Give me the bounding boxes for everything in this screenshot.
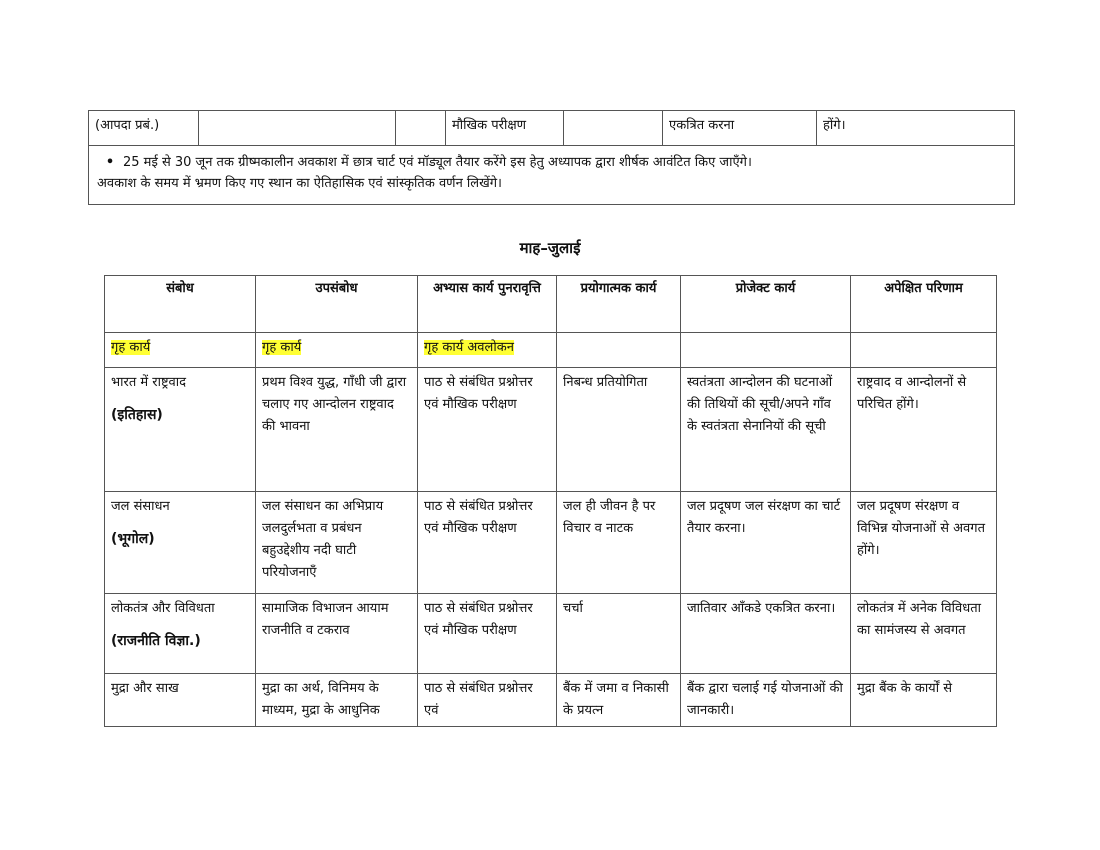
header-practical: प्रयोगात्मक कार्य [557, 276, 681, 333]
outcome-cell: लोकतंत्र में अनेक विविधता का सामंजस्य से अवगत [851, 594, 997, 674]
table-row [105, 368, 997, 492]
note-text-1: 25 मई से 30 जून तक ग्रीष्मकालीन अवकाश में छात्र चार्ट एवं मॉड्यूल तैयार करेंगे इस हेतु अध्यापक द्वारा शीर्षक आवंटित किए जाएँगे। [123, 155, 752, 170]
topic-cell [105, 674, 256, 727]
table-row [105, 674, 997, 727]
practice-cell: पाठ से संबंधित प्रश्नोत्तर एवं मौखिक परीक्षण [418, 368, 557, 492]
table-row [105, 594, 997, 674]
table-cell [199, 111, 396, 146]
outcome-cell: मुद्रा बैंक के कार्यों से [851, 674, 997, 727]
topic-text: भारत में राष्ट्रवाद [111, 375, 187, 390]
project-cell: जातिवार आँकडे एकत्रित करना। [681, 594, 851, 674]
subtopic-cell: जल संसाधन का अभिप्राय जलदुर्लभता व प्रबंधन बहुउद्देशीय नदी घाटी परियोजनाएँ [256, 492, 418, 594]
homework-cell [851, 333, 997, 368]
subject-label: (इतिहास) [111, 407, 163, 423]
table-cell [396, 111, 446, 146]
practical-cell: बैंक में जमा व निकासी के प्रयत्न [557, 674, 681, 727]
topic-cell [105, 492, 256, 594]
table-cell [564, 111, 663, 146]
vacation-note [89, 146, 1015, 205]
homework-cell [681, 333, 851, 368]
header-practice: अभ्यास कार्य पुनरावृत्ति [418, 276, 557, 333]
project-cell: बैंक द्वारा चलाई गई योजनाओं की जानकारी। [681, 674, 851, 727]
homework-cell [418, 333, 557, 368]
table-row [89, 111, 1015, 146]
highlighted-text: गृह कार्य अवलोकन [424, 340, 514, 355]
note-line-1 [97, 152, 1006, 173]
note-text-2: अवकाश के समय में भ्रमण किए गए स्थान का ऐतिहासिक एवं सांस्कृतिक वर्णन लिखेंगे। [97, 176, 502, 191]
header-subconcept: उपसंबोध [256, 276, 418, 333]
table-cell: (आपदा प्रबं.) [89, 111, 199, 146]
subtopic-cell: सामाजिक विभाजन आयाम राजनीति व टकराव [256, 594, 418, 674]
homework-cell [105, 333, 256, 368]
practical-cell: चर्चा [557, 594, 681, 674]
header-outcome: अपेक्षित परिणाम [851, 276, 997, 333]
practical-cell: निबन्ध प्रतियोगिता [557, 368, 681, 492]
outcome-cell: जल प्रदूषण संरक्षण व विभिन्न योजनाओं से अवगत होंगे। [851, 492, 997, 594]
july-plan-table [104, 275, 997, 727]
highlighted-text: गृह कार्य [111, 340, 151, 355]
project-cell: स्वतंत्रता आन्दोलन की घटनाओं की तिथियों की सूची/अपने गाँव के स्वतंत्रता सेनानियों की सूची [681, 368, 851, 492]
homework-cell [557, 333, 681, 368]
topic-text: लोकतंत्र और विविधता [111, 601, 215, 616]
vacation-note-row [89, 146, 1015, 205]
homework-cell [256, 333, 418, 368]
header-project: प्रोजेक्ट कार्य [681, 276, 851, 333]
table-cell: एकत्रित करना [663, 111, 817, 146]
topic-cell [105, 594, 256, 674]
practice-cell: पाठ से संबंधित प्रश्नोत्तर एवं मौखिक परीक्षण [418, 492, 557, 594]
header-concept: संबोध [105, 276, 256, 333]
table-row [105, 492, 997, 594]
project-cell: जल प्रदूषण जल संरक्षण का चार्ट तैयार करना। [681, 492, 851, 594]
subtopic-cell: मुद्रा का अर्थ, विनिमय के माध्यम, मुद्रा के आधुनिक [256, 674, 418, 727]
bullet-icon: • [105, 155, 115, 170]
highlighted-text: गृह कार्य [262, 340, 302, 355]
topic-text: मुद्रा और साख [111, 681, 179, 696]
topic-cell [105, 368, 256, 492]
homework-row [105, 333, 997, 368]
practical-cell: जल ही जीवन है पर विचार व नाटक [557, 492, 681, 594]
outcome-cell: राष्ट्रवाद व आन्दोलनों से परिचित होंगे। [851, 368, 997, 492]
table-cell: मौखिक परीक्षण [446, 111, 564, 146]
subtopic-cell: प्रथम विश्व युद्ध, गाँधी जी द्वारा चलाए गए आन्दोलन राष्ट्रवाद की भावना [256, 368, 418, 492]
practice-cell: पाठ से संबंधित प्रश्नोत्तर एवं [418, 674, 557, 727]
header-row [105, 276, 997, 333]
practice-cell: पाठ से संबंधित प्रश्नोत्तर एवं मौखिक परीक्षण [418, 594, 557, 674]
previous-month-table [88, 110, 1015, 205]
month-title: माह–जुलाई [519, 239, 581, 257]
table-cell: होंगे। [817, 111, 1015, 146]
topic-text: जल संसाधन [111, 499, 170, 514]
subject-label: (भूगोल) [111, 531, 155, 547]
subject-label: (राजनीति विज्ञा.) [111, 633, 201, 649]
